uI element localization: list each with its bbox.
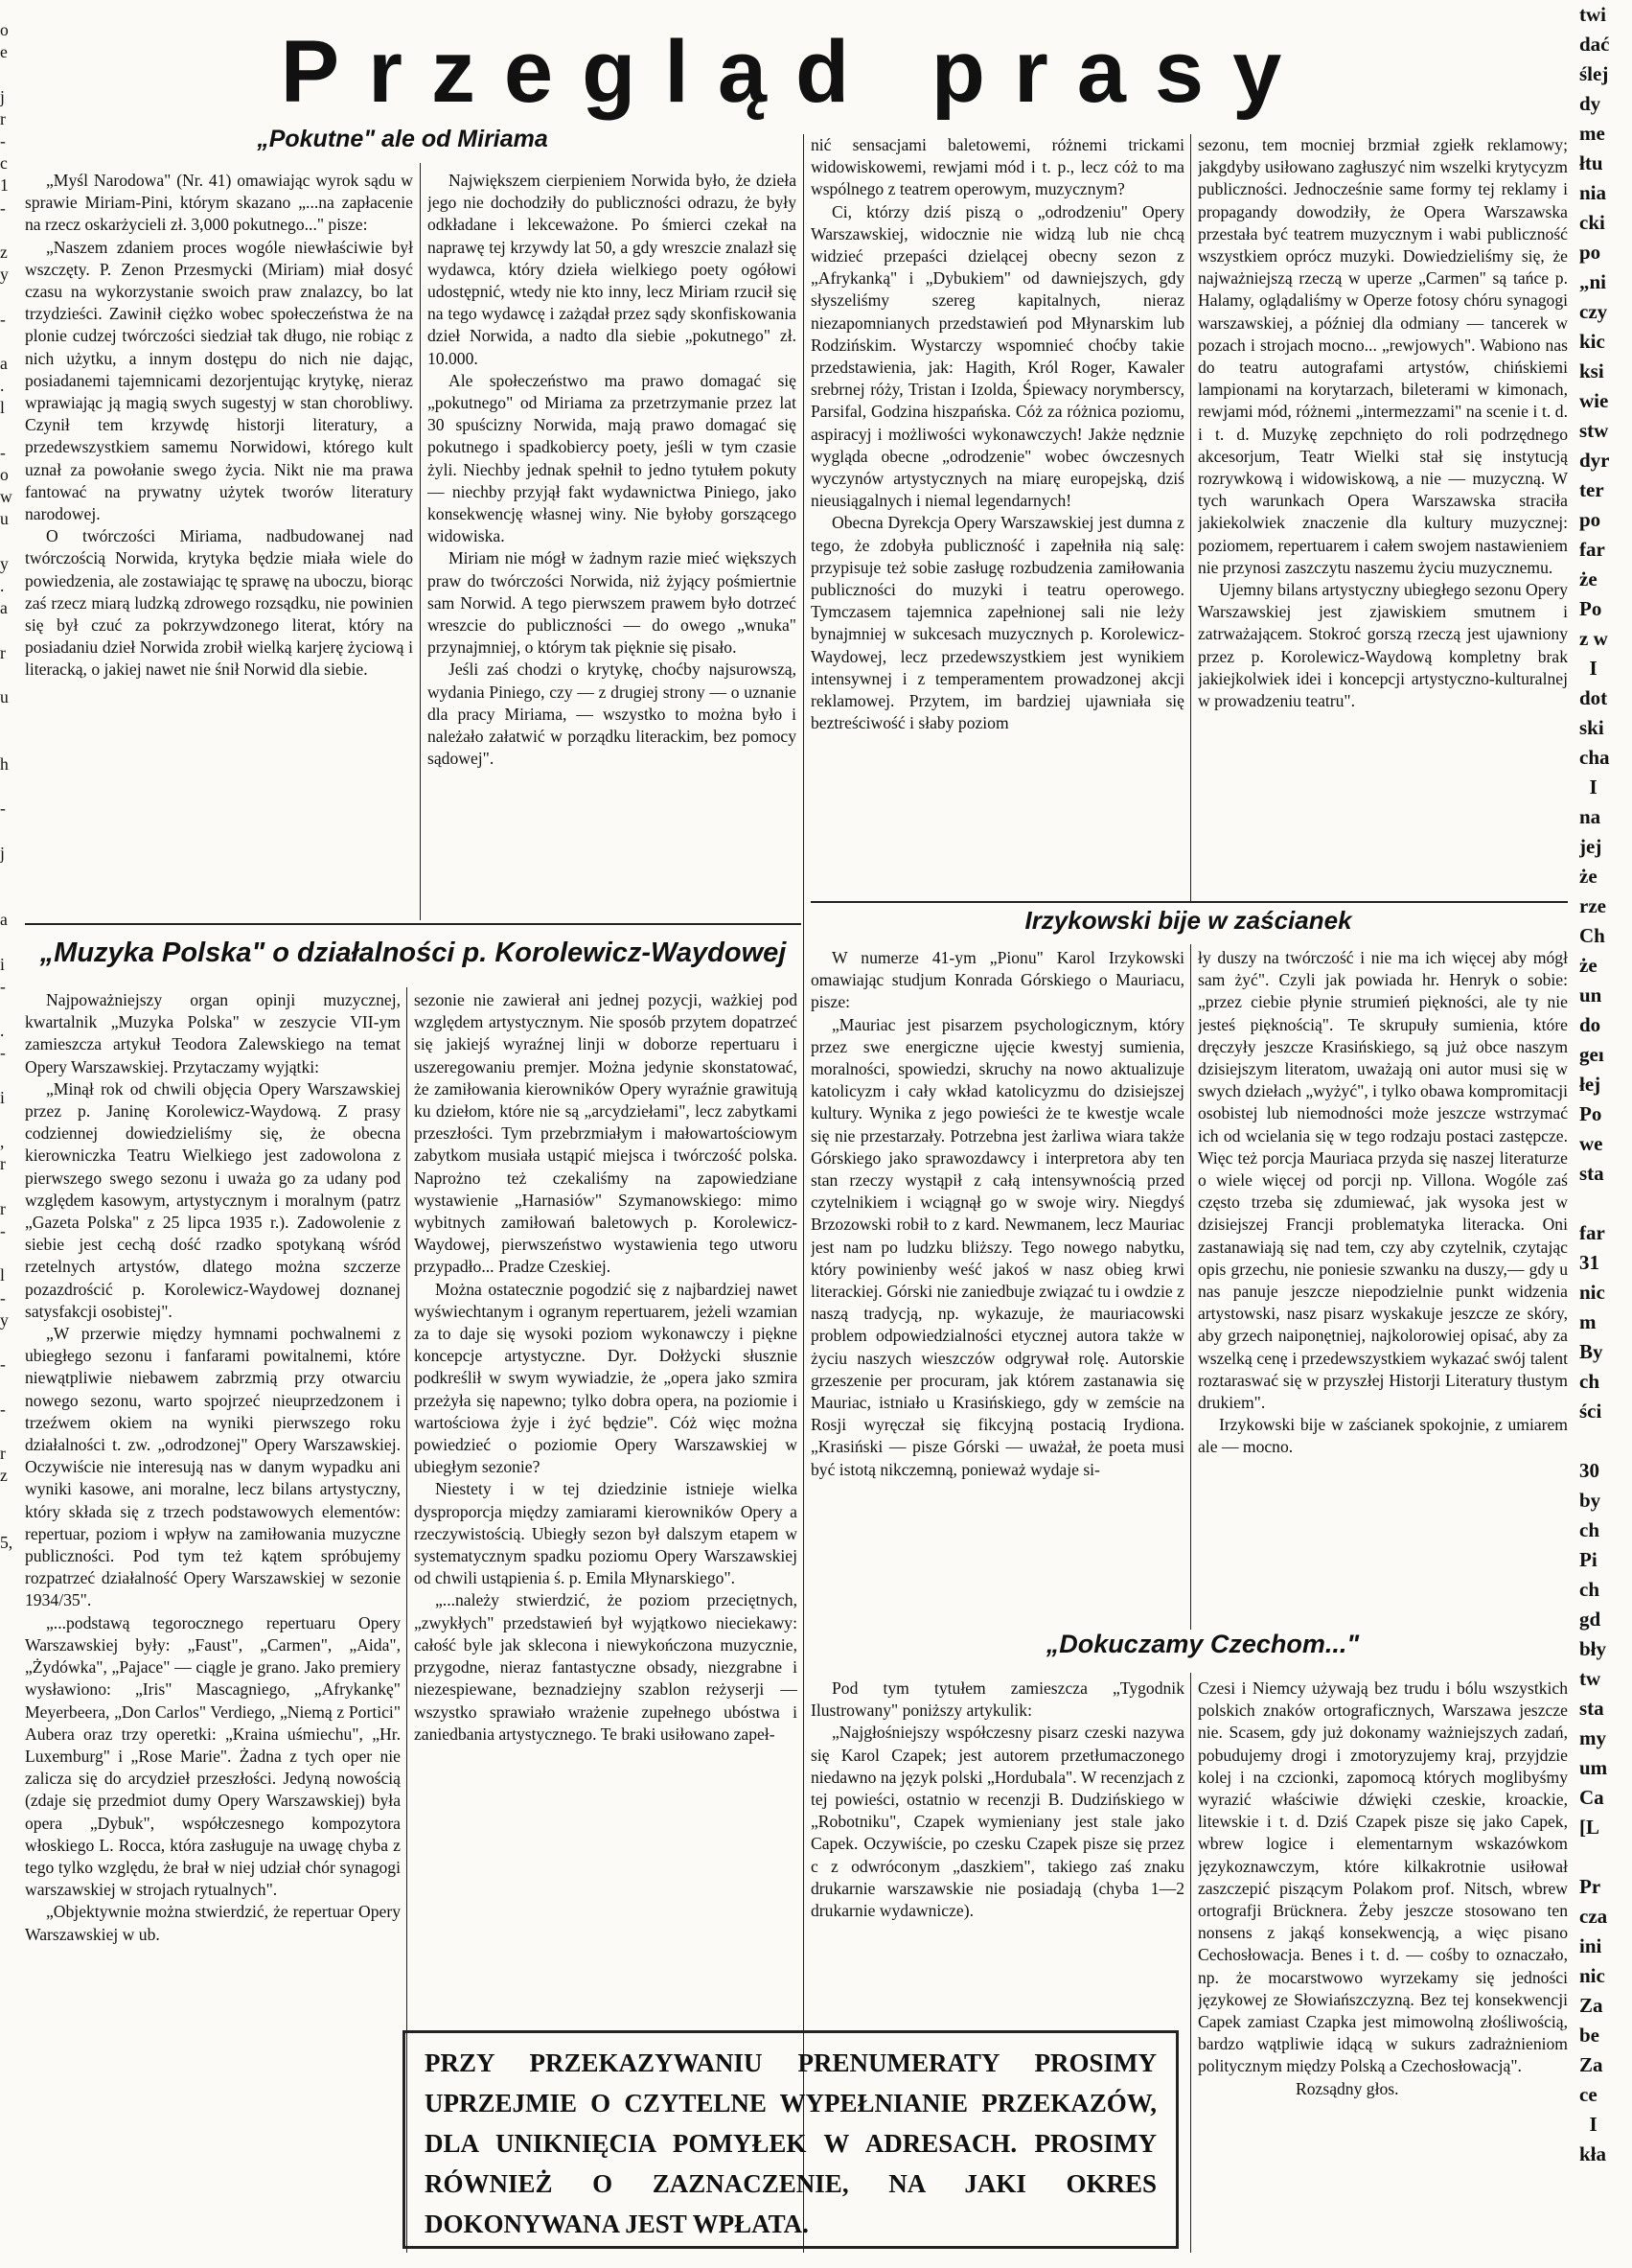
paragraph: „Mauriac jest pisarzem psychologicznym, który przez swe energiczne ujęcie kwestyj sumienia, moralności, spowiedzi, skruchy na nowo aktualizuje katolicyzm i cały wkład katolicyzmu do dzisiejszej kultury. Wynika z jego powieści że te kwestje wcale się nie przestarzały. Potrzebna jest żarliwa wiara także Górskiego jako sprawozdawcy i interpretora aby ten stan rzeczy wystąpił z całą intensywnością przed czytelnikiem i wciągnął go w swoje wiry. Niegdyś Brzozowski robił to z kard. Newmanem, lecz Mauriac jest nam po ludzku bliższy. Tego nowego nabytku, który powinienby weść jakoś w nasz obieg krwi literackiej. Górski nie zaniedbuje związać tu i owdzie z naszą tradycją, np. wykazuje, że mauriacowski problem odpowiedzialności etycznej autora także w życiu naszych wieszczów odgrywał rolę. Autorskie grzeszenie per procuram, jak którem zastanawia się Mauriac, istniało u Krasińskiego, gdy w zemście na Rosji wyręczał się fikcyjną postacią Irydiona. „Krasiński — pisze Górski — uważał, że poeta musi być istotą nikczemną, ponieważ wydaje si- — [811, 1014, 1184, 1479]
paragraph: Ci, którzy dziś piszą o „odrodzeniu" Opery Warszawskiej, widocznie nie widzą lub nie chcą widzieć przepaści dzielącej obecny sezon z „Afrykanką" i „Dybukiem" od dawniejszych, gdy słyszeliśmy szereg kapitalnych, nieraz niezapomnianych przedstawień pod Młynarskim lub Rodzińskim. Wystarczy wspomnieć choćby takie przedstawienia, jak: Hagith, Król Roger, Kawaler srebrnej róży, Tristan i Izolda, Śpiewacy norymberscy, Parsifal, Godzina hiszpańska. Cóż za różnica poziomu, aspiracyj i możliwości wykonawczych! Jakże nędznie wygląda obecne „odrodzenie" wobec ówczesnych wyczynów artystycznych na miarę europejską, dziś nieusiągalnych i niemal legendarnych! — [811, 201, 1184, 511]
column-rule — [1190, 944, 1191, 1630]
horizontal-rule — [811, 901, 1568, 903]
article-pokutne-col1 — [25, 170, 413, 914]
article-pokutne-col2 — [427, 170, 796, 914]
paragraph: W numerze 41-ym „Pionu" Karol Irzykowski omawiając studjum Konrada Górskiego o Mauriacu, pisze: — [811, 948, 1184, 1012]
paragraph: „Minął rok od chwili objęcia Opery Warszawskiej przez p. Janinę Korolewicz-Waydową. Z prasy codziennej dowiedzieliśmy się, że obecna kierowniczka Teatru Wielkiego jest zadowolona z pierwszego swego sezonu i uważa go za udany pod względem kasowym, artystycznym i moralnym (patrz „Gazeta Polska" z 25 lipca 1935 r.). Zadowolenie z siebie jest cechą dość rzadko spotykaną wśród rzetelnych artystów, dlatego można szczerze pozazdrościć p. Korolewicz-Waydowej doznanej satysfakcji osobistej". — [25, 1078, 401, 1321]
paragraph: Niestety i w tej dziedzinie istnieje wielka dysproporcja między zamiarami kierowników Opery a rzeczywistością. Ubiegły sezon był dalszym etapem w systematycznym spadku poziomu Opery Warszawskiej od chwili ustąpienia ś. p. Emila Młynarskiego". — [414, 1479, 797, 1588]
paragraph: Irzykowski bije w zaścianek spokojnie, z umiarem ale — mocno. — [1198, 1415, 1568, 1457]
paragraph: Ale społeczeństwo ma prawo domagać się „pokutnego" od Miriama za przetrzymanie przez lat 30 spuścizny Norwida, mają prawo domagać się pokutnego i spadkobiercy poety, jeśli w tym czasie żyli. Niechby jednak spełnił to jedno tytułem pokuty — niechby przyjął fakt wydawnictwa Piniego, jako konsekwencję własnej winy. Nie byłoby gorszącego widowiska. — [427, 370, 796, 546]
paragraph: nić sensacjami baletowemi, różnemi trickami widowiskowemi, rewjami mód i t. p., lecz cóż to ma wspólnego z teatrem operowym, muzycznym? — [811, 135, 1184, 199]
paragraph: sezonie nie zawierał ani jednej pozycji, ważkiej pod względem artystycznym. Nie sposób przytem dopatrzeć się jakiejś wyraźnej linji w doborze repertuaru i uszeregowaniu premjer. Można jedynie skonstatować, że zamiłowania kierowników Opery wyraźnie grawitują ku dziełom, które nie są „arcydziełami", lecz zabytkami przeszłości. Tym przebrzmiałym i małowartościowym zabytkom musiała ustąpić miejsca i twórczość polska. Naprożno też czekaliśmy na zapowiedziane wystawienie „Harnasiów" Szymanowskiego: mimo wybitnych zamiłowań baletowych p. Korolewicz-Waydowej, pierwszeństwo wystawienia tego utworu przypadło... Pradze Czeskiej. — [414, 990, 797, 1277]
section-heading-dokuczamy: „Dokuczamy Czechom..." — [1046, 1630, 1360, 1658]
opera-continuation-col3 — [811, 134, 1184, 901]
paragraph: Jeśli zaś chodzi o krytykę, choćby najsurowszą, wydania Piniego, czy — z drugiej strony — o uznanie dla pracy Miriama, — wszystko to można było i należało załatwić w porządku literackim, bez pomocy sądowej". — [427, 660, 796, 769]
paragraph: Ujemny bilans artystyczny ubiegłego sezonu Opery Warszawskiej jest zjawiskiem smutnem i zatrważającem. Stokroć gorszą rzeczą jest ujawniony przez p. Korolewicz-Waydową kompletny brak jakiejkolwiek idei i koncepcji artystyczno-kulturalnej w prowadzeniu teatru". — [1198, 580, 1568, 711]
paragraph: Największem cierpieniem Norwida było, że dzieła jego nie dochodziły do publiczności odrazu, że były odkładane i lekceważone. Po śmierci czekał na naprawę tej krzywdy lat 50, a gdy wreszcie znalazł się wydawca, który dzieła wielkiego poety ogółowi udostępnić, wtedy nie kto inny, lecz Miriam rzucił się na tego wydawcę i zażądał przez sądy skonfiskowania dzieł Norwida, a nadto dla siebie „pokutnego" zł. 10.000. — [427, 171, 796, 368]
paragraph: O twórczości Miriama, nadbudowanej nad twórczością Norwida, krytyka będzie miała wiele do powiedzenia, ale zostawiając tę sprawę na uboczu, biorąc zaś rzecz miarą ludzką zdrowego rozsądku, nie powinien się był czuć za pokrzywdzonego literat, który na posiadaniu dzieł Norwida zrobił wielką karjerę życiową i literacką, o jakiej nawet nie śnił Norwid dla siebie. — [25, 526, 413, 680]
paragraph: ły duszy na twórczość i nie ma ich więcej aby mógł sam żyć". Czyli jak powiada hr. Henryk o sobie: „przez ciebie płynie strumień piękności, ale ty nie jesteś pięknością". Te skrupuły sumienia, które dręczyły jeszcze Krasińskiego, są już obce naszym dzisiejszym literatom, uważają oni autor musi się w swych dziełach „wyżyć", i tylko obawa kompromitacji osobistej lub niemodności może jeszcze wstrzymać ich od wcielania się w tego rodzaju postaci zastępcze. Więc też porcja Mauriaca przyda się naszej literaturze o wiele więcej od porcji np. Villona. Wogóle zaś często trzeba się zdumiewać, jak wysoka jest w dzisiejszej Francji problematyka literacka. Oni zastanawiają się nad tem, czy aby czytelnik, czytając opis grzechu, nie poniesie szwanku na duszy,— gdy u nas panuje jeszcze niepodzielnie punkt widzenia artystowski, nasz pisarz wyskakuje jeszcze ze skóry, aby grzech naiponętniej, najkolorowiej opisać, aby za wszelką cenę i przedewszystkiem wykazać swój talent roztaraswać się w przyszłej Historji Literatury tłustym drukiem". — [1198, 948, 1568, 1413]
article-dokuczamy-col1 — [811, 1678, 1184, 2003]
article-irzykowski-col1 — [811, 947, 1184, 1628]
paragraph: „W przerwie między hymnami pochwalnemi z ubiegłego sezonu i fanfarami powitalnemi, które niewątpliwie niebawem zabrzmią przy otwarciu nowego sezonu, warto spojrzeć nieuprzedzonem i trzeźwem okiem na wyniki pierwszego roku działalności t. zw. „odrodzonej" Opery Warszawskiej. Oczywiście nie interesują nas w danym wypadku ani wyniki kasowe, ani moralne, lecz bilans artystyczny, który składa się z trzech podstawowych elementów: repertuar, poziom i wpływ na zamiłowania muzyczne publiczności. Pod tym też kątem spróbujemy rozpatrzeć działalność Opery Warszawskiej w sezonie 1934/35". — [25, 1324, 401, 1610]
section-heading-pokutne: „Pokutne" ale od Miriama — [257, 126, 548, 152]
article-irzykowski-col2 — [1198, 947, 1568, 1628]
article-dokuczamy-col2 — [1198, 1678, 1568, 2253]
paragraph: Obecna Dyrekcja Opery Warszawskiej jest dumna z tego, że zdobyła publiczność i zapełniła nią salę: przypisuje też sobie zasługę rozbudzenia zamiłowania publiczności do muzyki i teatru operowego. Tymczasem tajemnica zapełnionej sali nie leży bynajmniej w sukcesach muzycznych p. Korolewicz-Waydowej, lecz przedewszystkiem jest wynikiem intensywnej i z temperamentem prowadzonej akcji reklamowej. Przytem, im bardziej ujawniała się beztreściwość i słaby poziom — [811, 513, 1184, 733]
horizontal-rule — [25, 923, 801, 925]
paragraph: Miriam nie mógł w żadnym razie mieć większych praw do twórczości Norwida, niż żyjący pośmiertnie sam Norwid. A tego pierwszem prawem było dotrzeć wreszcie do publiczności — do owego „wnuka" przynajmniej, o którym tak pięknie się pisało. — [427, 548, 796, 658]
opera-continuation-col4 — [1198, 134, 1568, 901]
paragraph: „Objektywnie można stwierdzić, że repertuar Opery Warszawskiej w ub. — [25, 1902, 401, 1944]
subscription-notice: PRZY PRZEKAZYWANIU PRENUMERATY PROSIMY UPRZEJMIE O CZYTELNE WYPEŁNIANIE PRZEKAZÓW, DLA UNIKNIĘCIA POMYŁEK W ADRESACH. PROSIMY RÓWNIEŻ O ZAZNACZENIE, NA JAKI OKRES DOKONYWANA JEST WPŁATA. — [402, 2030, 1179, 2249]
paragraph: Czesi i Niemcy używają bez trudu i bólu wszystkich polskich znaków ortograficznych, Warszawa jeszcze nie. Scasem, gdy już dokonamy ważniejszych zadań, pobudujemy drogi i zmotoryzujemy kraj, przyjdzie kolej i na czcionki, zapomocą których moglibyśmy wyrazić właściwie dźwięki czeskie, kroackie, litewskie i t. d. Dziś Czapek pisze się jako Capek, wbrew logice i elementarnym wskazówkom językoznawczym, które kilkakrotnie usiłował zaszczepić piszącym Polakom prof. Nitsch, wbrew ortografji Brücknera. Żeby jeszcze stosowano ten nonsens z jakąś konsekwencją, a więc pisano Cechosłowacja. Benes i t. d. — cośby to oznaczało, np. że mocarstwowo wyrzekamy się jedności językowej ze Słowiańszczyzną. Bez tej konsekwencji Capek zamiast Czapka jest mimowolną złośliwością, bardzo wątpliwie idącą w sukurs zadrażnieniom politycznym między Polską a Czechosłowacją". — [1198, 1678, 1568, 2076]
paragraph: „...należy stwierdzić, że poziom przeciętnych, „zwykłych" przedstawień był wyjątkowo nieciekawy: całość byle jak sklecona i niewykończona muzycznie, przygodne, nieraz fantastyczne obsady, niezgrabne i niezespiewane, beznadziejny szablon reżyserji — wszystko sprawiało wrażenie zupełnego ubóstwa i zaniedbania artystycznego. Te braki usiłowano zapeł- — [414, 1590, 797, 1744]
section-heading-muzyka-polska: „Muzyka Polska" o działalności p. Korolewicz-Waydowej — [39, 937, 787, 968]
left-margin-fragment: o e j r - c 1 - z y - a . l - o w u y . a r u h - j a i - . - i , r r - l - y - - r z 5, — [0, 20, 13, 1552]
paragraph: sezonu, tem mocniej brzmiał zgiełk reklamowy; jakgdyby usiłowano zagłuszyć nim wszelki krytycyzm publiczności. Jednocześnie same formy tej reklamy i propagandy dowodziły, że Opera Warszawska przestała być teatrem muzycznym i wabi publiczność wszystkiem oprócz muzyki. Dowiedzieliśmy się, że najważniejszą rzeczą w uperze „Carmen" są tańce p. Halamy, oglądaliśmy w Operze fotosy chóru synagogi warszawskiej, a później dla odmiany — tancerek w pozach i strojach mocno... „rewjowych". Wabiono nas do teatru autografami artystów, chińskiemi lampionami na korytarzach, bileterami w kimonach, rewjami mód, różnemi „intermezzami" na scenie i t. d. i t. d. Muzykę zepchnięto do roli podrzędnego akcesorjum, Teatr Wielki stał się instytucją rozrywkową i widowiskową, a nie — muzyczną. W tych warunkach Opera Warszawska straciła jakiekolwiek znaczenie dla kultury muzycznej: poziomem, repertuarem i całem swojem nastawieniem nie przynosi zaszczytu naszemu życiu muzycznemu. — [1198, 135, 1568, 577]
right-margin-fragment: twi dać ślej dy me łtu nia cki po „ni czy kic ksi wie stw dyr ter po far że Po z w I dot ski cha I na jej że rze Ch że un do geı łej Po we sta far 31 nic m By ch ści 30 by ch Pi ch gd bły tw sta my um Ca [L Pr cza ini nic Za be Za ce I kła — [1579, 3, 1610, 2165]
column-rule — [803, 134, 804, 2253]
article-muzyka-col2 — [414, 989, 797, 2011]
paragraph: Pod tym tytułem zamieszcza „Tygodnik Ilustrowany" poniższy artykulik: — [811, 1678, 1184, 1721]
paragraph: „Naszem zdaniem proces wogóle niewłaściwie był wszczęty. P. Zenon Przesmycki (Miriam) miał dosyć czasu na wykorzystanie swoich praw znalazcy, bo lat trzydzieści. Zawinił ciężko wobec społeczeństwa że na plonie cudzej twórczości siedział tak długo, nie robiąc z nich użytku, a innym dostępu do nich nie dając, posiadanemi tajemnicami dezorjentując krytykę, nieraz wprawiając ją magią swych sugestyj w stan chorobliwy. Czynił tem krzywdę historji literatury, a przedewszystkiem samemu Norwidowi, którego kult uznał za powołanie swego życia. Nikt nie ma prawa fantować na prywatny użytek tworów literatury narodowej. — [25, 237, 413, 524]
page-title: Przegląd prasy — [280, 23, 1311, 121]
paragraph: Można ostatecznie pogodzić się z najbardziej nawet wyświechtanym i ogranym repertuarem, jeżeli wzamian za to daje się wysoki poziom wykonawczy i piękne koncepcje artystyczne. Dyr. Dołżycki słusznie podkreślił w swym wywiadzie, że „opera jako szmira przeżyła się napewno; tylko dobra opera, na poziomie i wartościowa żyje i żyć będzie". Cóż więc można powiedzieć o poziomie Opery Warszawskiej w ubiegłym sezonie? — [414, 1279, 797, 1477]
closing-remark: Rozsądny głos. — [1296, 2078, 1399, 2098]
article-muzyka-col1 — [25, 989, 401, 2253]
column-rule — [1190, 134, 1191, 901]
paragraph: Najpoważniejszy organ opinji muzycznej, kwartalnik „Muzyka Polska" w zeszycie VII-ym zamieszcza artykuł Teodora Zalewskiego na temat Opery Warszawskiej. Przytaczamy wyjątki: — [25, 990, 401, 1076]
paragraph: „...podstawą tegorocznego repertuaru Opery Warszawskiej były: „Faust", „Carmen", „Aida", „Żydówka", „Pajace" — ciągle je grano. Jako premiery wysławiono: „Iris" Mascagniego, „Afrykankę" Meyerbeera, „Don Carlos" Verdiego, „Niemą z Portici" Aubera oraz trzy operetki: „Kraina uśmiechu", „Hr. Luxemburg" i „Rose Marie". Żadna z tych oper nie zalicza się do arcydzieł przeszłości. Jedyną nowością (zdaje się przedmiot dumy Opery Warszawskiej) była opera „Dybuk", współczesnego kompozytora włoskiego L. Rocca, która zasługuje na uwagę chyba z tego tylko względu, że brał w niej udział chór synagogi warszawskiej w strojach rytualnych". — [25, 1612, 401, 1900]
column-rule — [420, 163, 421, 920]
section-heading-irzykowski: Irzykowski bije w zaścianek — [1024, 906, 1352, 935]
column-rule — [1190, 1673, 1191, 2253]
paragraph: „Myśl Narodowa" (Nr. 41) omawiając wyrok sądu w sprawie Miriam-Pini, którym skazano „...na zapłacenie na rzecz oskarżycieli zł. 3,000 pokutnego..." pisze: — [25, 171, 413, 235]
paragraph: „Najgłośniejszy współczesny pisarz czeski nazywa się Karol Czapek; jest autorem przetłumaczonego niedawno na język polski „Hordubala". W recenzjach z tej powieści, ostatnio w recenzji B. Dudzińskiego w „Robotniku", Czapek wymieniany jest stale jako Capek. Oczywiście, po czesku Czapek pisze się przez c z odwróconym „daszkiem", takiego zaś znaku drukarnie warszawskie nie posiadają (chyba 1—2 drukarnie wydawnicze). — [811, 1723, 1184, 1921]
